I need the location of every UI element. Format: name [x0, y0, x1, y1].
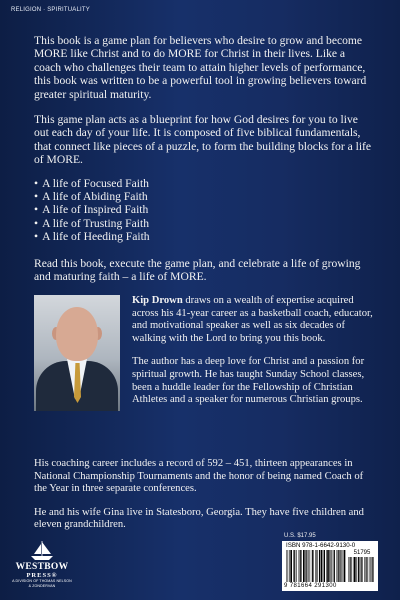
author-bio-paragraph-2: The author has a deep love for Christ and a passion for spiritual growth. He has taught Sunday School classes, been a huddle leader for the Fellowship of Christian Athletes and a speaker for numerous Christian groups.	[132, 356, 365, 406]
faith-list-item: • A life of Abiding Faith	[34, 190, 374, 203]
author-bio-paragraph-4: He and his wife Gina live in Statesboro, Georgia. They have five children and eleven grandchildren.	[34, 506, 364, 531]
author-photo	[34, 295, 120, 411]
faith-list-item: • A life of Trusting Faith	[34, 217, 374, 230]
author-bio-paragraph-1	[132, 295, 374, 345]
faith-list-item: • A life of Inspired Faith	[34, 203, 374, 216]
ship-icon	[27, 540, 57, 562]
price-label: U.S. $17.95	[284, 533, 316, 539]
author-bio-continued	[34, 458, 374, 543]
publisher-division: A DIVISION OF THOMAS NELSON	[12, 579, 72, 583]
faith-list	[34, 177, 374, 244]
publisher-partner: & ZONDERVAN	[28, 584, 56, 588]
isbn-number: ISBN 978-1-6642-9130-0	[286, 542, 356, 549]
barcode-bars-icon	[286, 550, 346, 582]
back-cover-description	[34, 34, 374, 296]
isbn-barcode	[282, 541, 378, 591]
publisher-brand: WESTBOW	[15, 562, 69, 572]
intro-paragraph-3: Read this book, execute the game plan, and celebrate a life of growing and maturing faith – a life of MORE.	[34, 256, 361, 284]
author-bio-paragraph-3: His coaching career includes a record of 592 – 451, thirteen appearances in National Championship Tournaments and the honor of being named Coach of the Year in three separate conferences.	[34, 458, 364, 495]
author-name: Kip Drown	[132, 295, 183, 306]
intro-paragraph-2: This game plan acts as a blueprint for how God desires for you to live out each day of your life. It is composed of five biblical fundamentals, that connect like pieces of a puzzle, to form the building blocks for a life of MORE.	[34, 113, 372, 167]
author-bio	[132, 295, 374, 418]
faith-list-item: • A life of Focused Faith	[34, 177, 374, 190]
faith-list-item: • A life of Heeding Faith	[34, 230, 374, 243]
author-bio-text: draws on a wealth of expertise acquired across his 41-year career as a basketball coach, educator, and motivational speaker as well as six decades of walking with the Lord to bring you this book.	[132, 295, 373, 344]
publisher-logo	[10, 540, 74, 589]
supplement-bars-icon	[348, 557, 376, 582]
publisher-press: PRESS®	[26, 572, 58, 579]
intro-paragraph-1: This book is a game plan for believers who desire to grow and become MORE like Christ and to do MORE for Christ in their lives. Like a coach who challenges their team to attain higher levels of performance, this book was written to be a powerful tool in growing believers toward greater spiritual maturity.	[34, 34, 367, 101]
ean-number: 9 781664 291300	[284, 583, 337, 589]
barcode-supplement: 51795	[353, 550, 371, 556]
category-label: RELIGION · SPIRITUALITY	[11, 7, 90, 13]
